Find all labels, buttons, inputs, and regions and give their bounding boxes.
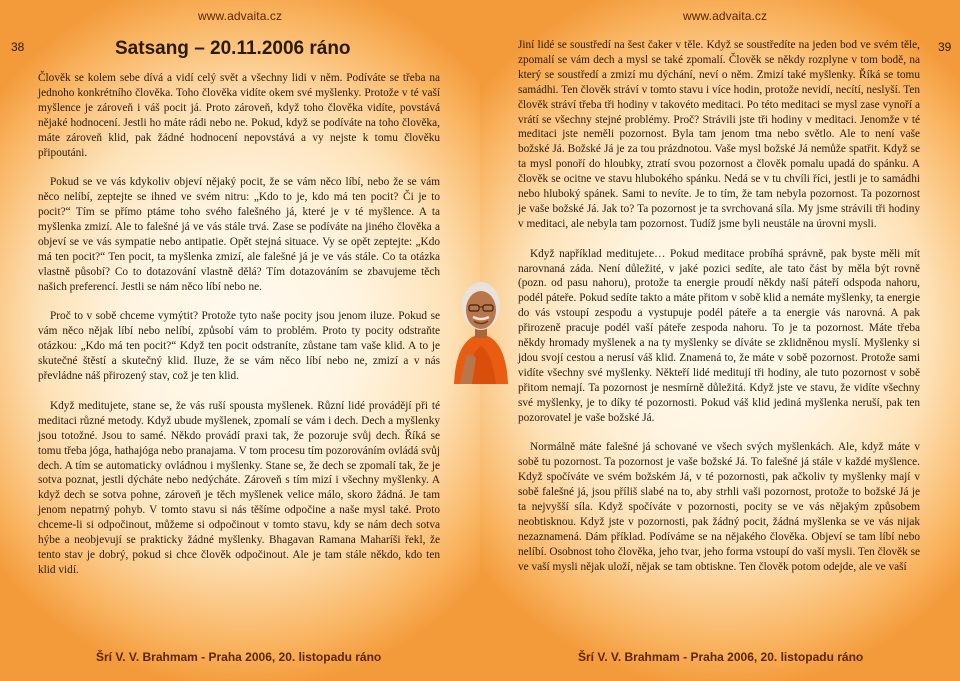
paragraph: Člověk se kolem sebe dívá a vidí celý svět a všechny lidi v něm. Podíváte se třeba na jednoho konkrétního člověka. Toho člověka vidíte okem své myšlenky. Protože v té vaší myšlence je zároveň i váš pocit já. Proto zároveň, když toho člověka vidíte, povstává nějaké hodnocení. Jestli ho máte rádi nebo ne. Pokud, když se podíváte na toho člověka, máte zároveň klid, pak žádné hodnocení nepovstává a vy nejste k tomu člověku připoutáni. bbox=[38, 72, 440, 159]
text-column bbox=[518, 38, 920, 589]
guru-portrait-icon bbox=[452, 272, 510, 384]
page-number: 39 bbox=[938, 40, 952, 54]
header-url[interactable]: www.advaita.cz bbox=[683, 9, 768, 23]
paragraph: Jiní lidé se soustředí na šest čaker v těle. Když se soustředíte na jeden bod ve svém těle, zpomalí se vám dech a mysl se také zpomalí. Člověk se někdy rozplyne v tom bodě, na který se soustředí a zmizí mu dýchání, neví o něm. Zmizí také myšlenky. Říká se tomu samádhi. Ten člověk stráví v tomto stavu i více hodin, protože nevidí, necítí, neslyší. Ten člověk stráví třeba tři hodiny v takovéto meditaci. Po této meditaci se mysl zase vynoří a vrátí se všechny stejné problémy. Proč? Strávili jste tři hodiny v meditaci. Jenomže v té meditaci jste neměli pozornost. Byla tam jenom tma nebo světlo. Ale to není vaše božské Já. Božské Já je za tou prázdnotou. Vaše mysl božské Já nemůže spatřit. Když se ta mysl ponoří do hloubky, ztratí svou pozornost a člověk pomalu upadá do spánku. A člověk se ocitne ve stavu hlubokého spánku. Nedá se v tu chvíli říci, jestli je to samádhi nebo hluboký spánek. Sami to nevíte. Je to tím, že tam nebyla pozornost. Ta pozornost je vaše božské Já. Jak to? Ta pozornost je ta svrchovaná síla. My jsme strávili tři hodiny v meditaci, ale nebyla tam pozornost. Tudíž jsme byli neustále na úrovni mysli. bbox=[518, 39, 920, 230]
header-url[interactable]: www.advaita.cz bbox=[198, 9, 283, 23]
paragraph: Když například meditujete… Pokud meditace probíhá správně, pak byste měli mít narovnaná záda. Není důležité, v jaké pozici sedíte, ale tato část by měla být rovně (pozn. od pasu nahoru), protože ta energie proudí někdy naší páteří odspoda nahoru, podél páteře. Pokud sedíte takto a máte přitom v sobě klid a nemáte myšlenky, ta energie do vás vstoupí zespodu a vystupuje podél páteře a ta energie vás narovná. A pak přirozeně pracuje podél vaší páteře zespoda nahoru. To je ta pozornost. Máte třeba někdy hromady myšlenek a na ty myšlenky se díváte se zklidněnou myslí. Myšlenky si jdou svojí cestou a nerusí váš klid. Znamená to, že máte v sobě pozornost. Protože sami vidíte všechny své myšlenky. Někteří lidé meditují tři hodiny, ale tuto pozornost v sobě přitom nemají. Ta pozornost je nesmírně důležitá. Když jste ve stavu, že vidíte všechny své myšlenky, je to díky té pozornosti. Pokud váš klid jediná myšlenka neruší, pak ten pozorovatel je vaše božské Já. bbox=[518, 247, 920, 424]
page-title: Satsang – 20.11.2006 ráno bbox=[115, 38, 351, 59]
paragraph: Když meditujete, stane se, že vás ruší spousta myšlenek. Různí lidé provádějí při té meditaci různé metody. Když ubude myšlenek, zpomalí se vám i dech. Dech a myšlenky jsou totožné. Jsou to samé. Někdo provádí praxi tak, že pozoruje svůj dech. Říká se tomu třeba jóga, hathajóga nebo pranajama. V tom procesu tím pozorováním ovládá svůj dech. A tím se automaticky ovládnou i myšlenky. Stane se, že dech se zpomalí tak, že je sotva poznat, jestli dýcháte nebo nedýcháte. Zároveň s tím mizí i všechny myšlenky. A když dech se sotva pohne, zároveň je těch myšlenek velice málo, skoro žádná. Je tam jenom nepatrný pohyb. V tomto stavu si nás těšíme odpočine a naše mysl také. Proto chceme-li si odpočinout, můžeme si odpočinout v tomto stavu, kdy se nám dech sotva hýbe a neobjevují se prakticky žádné myšlenky. Bhagavan Ramana Maharíši řekl, že tento stav je dobrý, pokud si chce člověk odpočinout. Ale je tam stále někdo, kdo ten klid vidí. bbox=[38, 399, 440, 576]
page-number: 38 bbox=[11, 40, 25, 54]
paragraph: Pokud se ve vás kdykoliv objeví nějaký pocit, že se vám něco líbí, nebo že se vám něco nelíbí, zeptejte se ihned ve svém nitru: „Kdo to je, kdo má ten pocit? Či je to pocit?“ Tím se přímo ptáme toho svého falešného já, které je v té myšlence. A ta myšlenka zmizí. Ale to falešné já ve vás stále trvá. Zase se podíváte na jiného člověka a objeví se ve vás sympatie nebo antipatie. Opět stejná situace. Vy se opět zeptejte: „Kdo má ten pocit?“ Ten pocit, ta myšlenka zmizí, ale falešné já je ve vás stále. Co ta otázka vlastně působí? Co to dotazování vlastně dělá? Tím dotazováním se zbavujeme těch našich preferencí. Jestli se nám něco líbí nebo ne. bbox=[38, 176, 440, 293]
paragraph: Normálně máte falešné já schované ve všech svých myšlenkách. Ale, když máte v sobě tu pozornost. Ta pozornost je vaše božské Já. To falešné já stále v každé myšlence. Když spočíváte ve svém božském Já, v té pozornosti, pak ačkoliv ty myšlenky mají v sobě falešné já, jsou příliš slabé na to, aby strhli vaši pozornost, protože to božské Já je ta nejvyšší síla. Když spočíváte v pozornosti, pocity se ve vás nějakým způsobem neobtisknou. Když jste v pozornosti, pak žádný pocit, žádná myšlenka se ve vás nijak nezaznamená. Dám příklad. Podíváme se na nějakého člověka. Objeví se tam líbí nebo nelíbí. Osobnost toho člověka, jeho tvar, jeho forma vstoupí do vaší mysli. Ten člověk se ve vaší mysli nějak uloží, nějak se tam obtiskne. Ten člověk potom odejde, ale ve vaší bbox=[518, 441, 920, 573]
text-column bbox=[38, 71, 440, 593]
paragraph: Proč to v sobě chceme vymýtit? Protože tyto naše pocity jsou jenom iluze. Pokud se vám něco nějak líbí nebo nelíbí, způsobí vám to problém. Proto ty pocity odstraňte otázkou: „Kdo má ten pocit?“ Když ten pocit odstraníte, zůstane tam vaše klid. A to je skutečné štěstí a skutečný klid. Iluze, že se vám něco líbí nebo ne, zmizí a v nás převládne náš přirozený stav, což je ten klid. bbox=[38, 310, 440, 383]
right-page bbox=[480, 0, 960, 681]
page-footer: Šrí V. V. Brahmam - Praha 2006, 20. listopadu ráno bbox=[578, 650, 864, 664]
page-footer: Šrí V. V. Brahmam - Praha 2006, 20. listopadu ráno bbox=[96, 650, 382, 664]
